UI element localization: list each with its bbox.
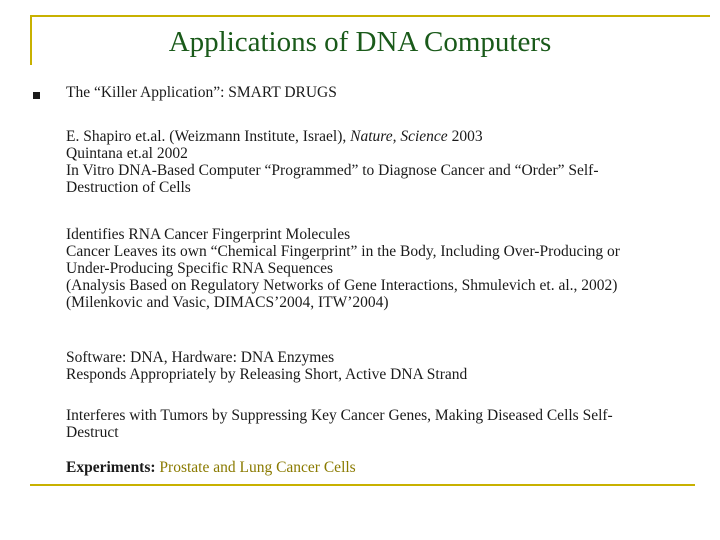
square-bullet-icon [33, 92, 40, 99]
software-hardware-block [66, 349, 467, 383]
decorative-top-rule [30, 15, 710, 17]
description-line: Destruction of Cells [66, 179, 191, 196]
tumor-line: Destruct [66, 424, 119, 441]
experiments-line [66, 459, 356, 476]
references-block [66, 128, 599, 196]
reference-year: 2003 [451, 128, 483, 145]
fingerprint-line: (Milenkovic and Vasic, DIMACS’2004, ITW’2004) [66, 294, 389, 311]
response-line: Responds Appropriately by Releasing Short, Active DNA Strand [66, 366, 468, 383]
software-hardware-line: Software: DNA, Hardware: DNA Enzymes [66, 349, 335, 366]
decorative-bottom-rule [30, 484, 695, 486]
fingerprint-line: Cancer Leaves its own “Chemical Fingerprint” in the Body, Including Over-Producing or [66, 243, 620, 260]
reference-line [66, 128, 599, 145]
fingerprint-line: Under-Producing Specific RNA Sequences [66, 260, 334, 277]
tumor-line: Interferes with Tumors by Suppressing Key Cancer Genes, Making Diseased Cells Self- [66, 407, 613, 424]
slide-title: Applications of DNA Computers [168, 26, 552, 58]
fingerprint-heading: Identifies RNA Cancer Fingerprint Molecules [66, 226, 351, 243]
tumor-block [66, 407, 613, 441]
experiments-label: Experiments: [66, 459, 156, 476]
fingerprint-block [66, 226, 620, 311]
journal-names: Nature, Science [350, 128, 448, 145]
description-line: In Vitro DNA-Based Computer “Programmed” to Diagnose Cancer and “Order” Self- [66, 162, 599, 179]
experiments-block [66, 459, 356, 476]
reference-line: Quintana et.al 2002 [66, 145, 188, 162]
reference-text: E. Shapiro et.al. (Weizmann Institute, Israel), [66, 128, 347, 145]
experiments-value: Prostate and Lung Cancer Cells [159, 459, 356, 476]
fingerprint-line: (Analysis Based on Regulatory Networks of Gene Interactions, Shmulevich et. al., 2002) [66, 277, 618, 294]
bullet-heading: The “Killer Application”: SMART DRUGS [66, 84, 337, 101]
